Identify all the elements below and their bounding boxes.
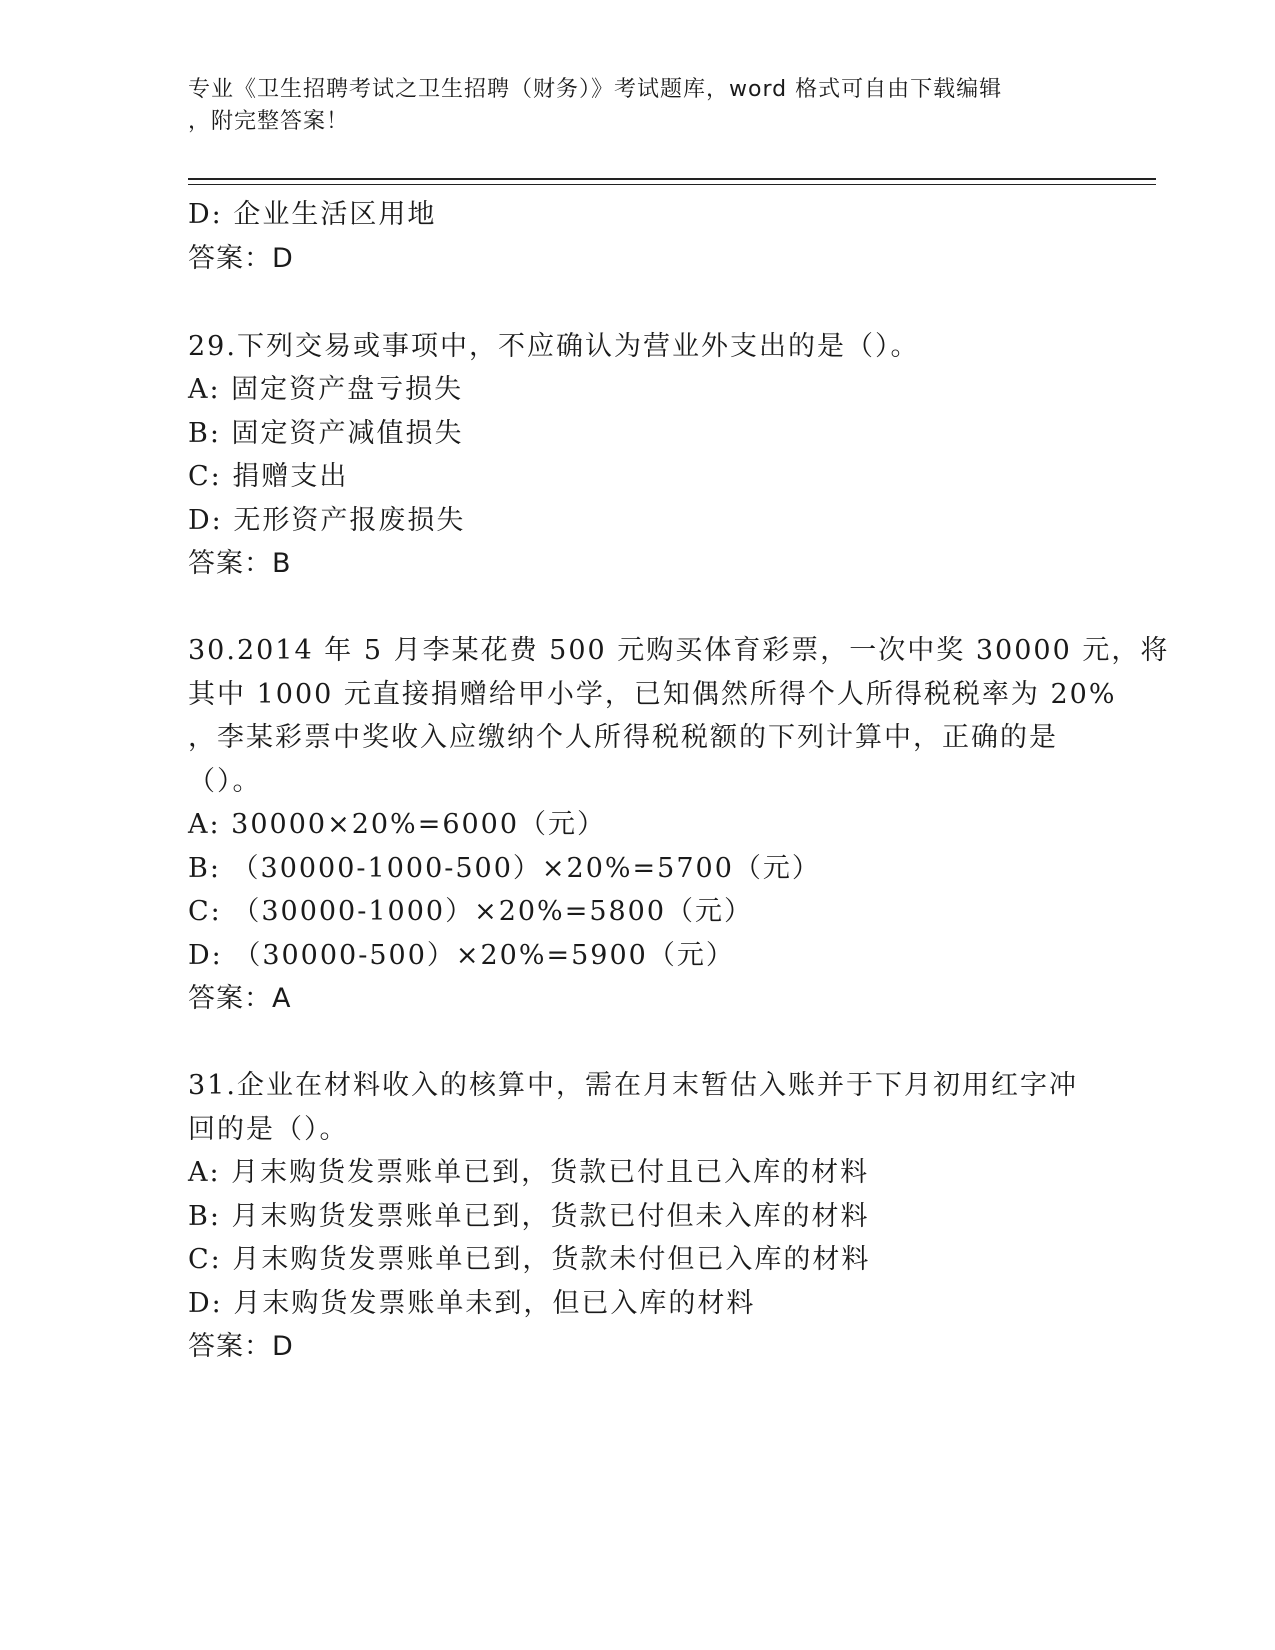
header-line-2: ，附完整答案！	[188, 109, 350, 134]
q31-answer: 答案：D	[188, 1331, 294, 1362]
q30-option-d: D: （30000-500）×20%=5900（元）	[188, 940, 735, 971]
q30-option-b: B: （30000-1000-500）×20%=5700（元）	[188, 853, 821, 884]
prev-answer: 答案：D	[188, 243, 294, 274]
header-divider-thick	[188, 178, 1156, 180]
q29-answer: 答案：B	[188, 548, 292, 579]
prev-option-d: D: 企业生活区用地	[188, 199, 437, 230]
header-line-1: 专业《卫生招聘考试之卫生招聘（财务）》考试题库，word 格式可自由下载编辑	[188, 77, 1003, 102]
q29-option-a: A: 固定资产盘亏损失	[188, 374, 464, 405]
q31-stem-line-1: 31.企业在材料收入的核算中，需在月末暂估入账并于下月初用红字冲	[188, 1070, 1078, 1101]
q30-answer: 答案：A	[188, 983, 292, 1014]
q31-option-b: B: 月末购货发票账单已到，货款已付但未入库的材料	[188, 1201, 870, 1232]
q31-option-d: D: 月末购货发票账单未到，但已入库的材料	[188, 1288, 756, 1319]
q30-stem-line-1: 30.2014 年 5 月李某花费 500 元购买体育彩票，一次中奖 30000 元，将	[188, 635, 1170, 666]
q30-option-c: C: （30000-1000）×20%=5800（元）	[188, 896, 754, 927]
q29-option-c: C: 捐赠支出	[188, 461, 349, 492]
q29-option-b: B: 固定资产减值损失	[188, 418, 464, 449]
q29-stem: 29.下列交易或事项中，不应确认为营业外支出的是（）。	[188, 331, 920, 362]
q31-stem-line-2: 回的是（）。	[188, 1114, 349, 1145]
q31-option-a: A: 月末购货发票账单已到，货款已付且已入库的材料	[188, 1157, 870, 1188]
q30-stem-line-3: ，李某彩票中奖收入应缴纳个人所得税税额的下列计算中，正确的是	[188, 722, 1058, 753]
q30-stem-line-4: （）。	[188, 766, 262, 797]
q31-option-c: C: 月末购货发票账单已到，货款未付但已入库的材料	[188, 1244, 871, 1275]
q30-option-a: A: 30000×20%=6000（元）	[188, 809, 607, 840]
header-divider-thin	[188, 184, 1156, 185]
document-header	[188, 74, 1068, 138]
q30-stem-line-2: 其中 1000 元直接捐赠给甲小学，已知偶然所得个人所得税税率为 20%	[188, 679, 1117, 710]
q29-option-d: D: 无形资产报废损失	[188, 505, 466, 536]
